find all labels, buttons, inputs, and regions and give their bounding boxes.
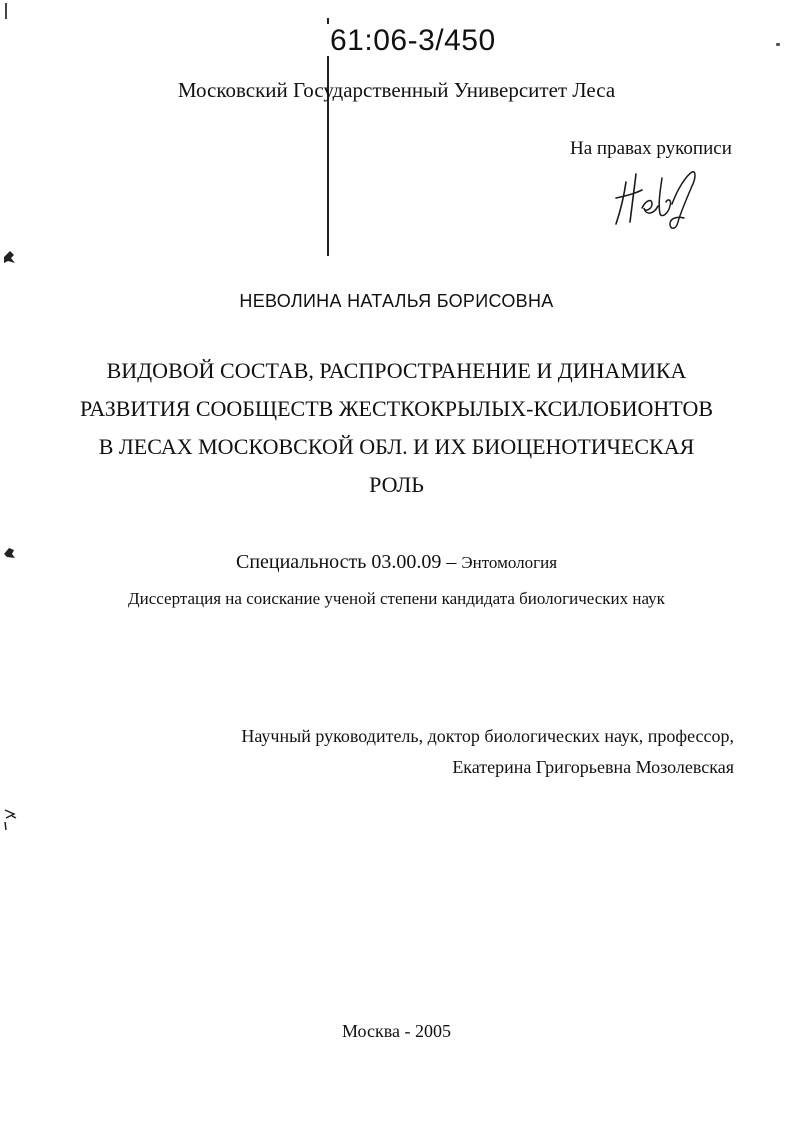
specialty-line [0, 551, 793, 574]
library-shelfmark: 61:06-3/450 [330, 24, 496, 57]
hole-punch-mark [2, 806, 18, 832]
author-name: НЕВОЛИНА НАТАЛЬЯ БОРИСОВНА [239, 291, 554, 311]
advisor-name: Екатерина Григорьевна Мозолевская [452, 757, 734, 777]
advisor-title: Научный руководитель, доктор биологических наук, профессор, [241, 726, 734, 746]
degree-line: Диссертация на соискание ученой степени кандидата биологических наук [128, 589, 665, 608]
title-line: РАЗВИТИЯ СООБЩЕСТВ ЖЕСТКОКРЫЛЫХ-КСИЛОБИОНТОВ [79, 396, 714, 421]
specialty-code: Специальность 03.00.09 – [235, 551, 462, 573]
title-line: РОЛЬ [369, 472, 424, 497]
scan-speck [776, 43, 780, 46]
specialty-field: Энтомология [461, 553, 558, 572]
rights-note: На правах рукописи [570, 138, 732, 159]
title-line: В ЛЕСАХ МОСКОВСКОЙ ОБЛ. И ИХ БИОЦЕНОТИЧЕСКАЯ [98, 434, 695, 459]
shelfmark-rule [327, 18, 329, 24]
handwritten-signature [612, 168, 700, 232]
hole-punch-mark [2, 249, 16, 265]
place-and-year: Москва - 2005 [342, 1021, 451, 1041]
university-name: Московский Государственный Университет Леса [177, 78, 616, 102]
scientific-advisor [241, 721, 734, 783]
title-line: ВИДОВОЙ СОСТАВ, РАСПРОСТРАНЕНИЕ И ДИНАМИКА [106, 358, 687, 383]
scan-margin-tick [5, 3, 7, 19]
dissertation-title [0, 352, 793, 504]
